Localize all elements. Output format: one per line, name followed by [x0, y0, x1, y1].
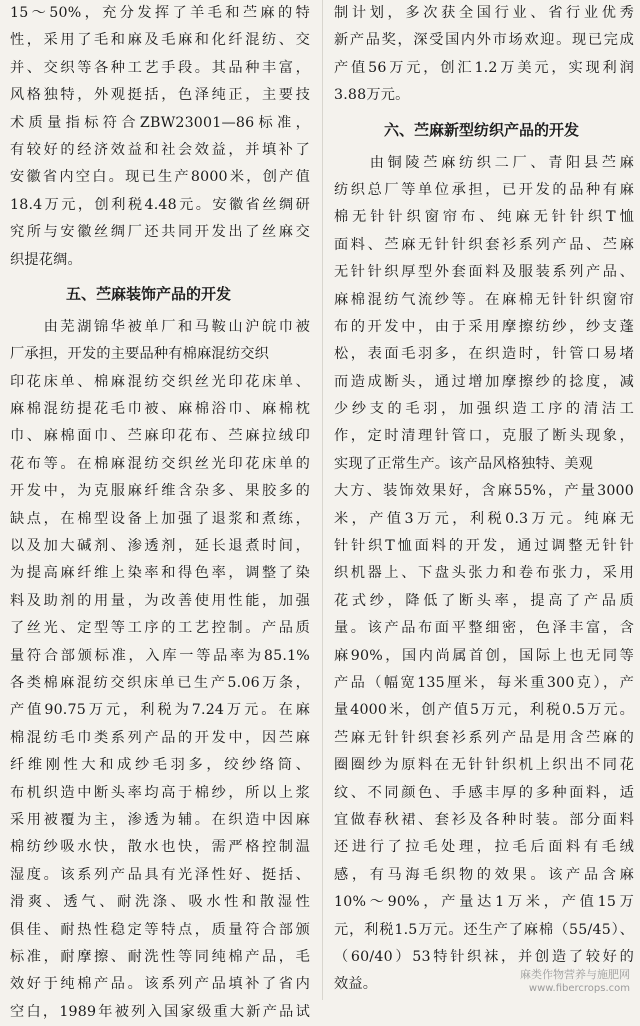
text-line: 而造成断头，通过增加摩擦纱的捻度，减	[334, 373, 634, 390]
left-text-column	[10, 0, 310, 1026]
text-line: 厂承担，开发的主要品种有棉麻混纺交织	[10, 346, 269, 363]
text-line: （60/40）53特针织袜，并创造了较好的	[334, 948, 634, 965]
watermark	[520, 968, 630, 996]
text-line: 术质量指标符合ZBW23001—86标准，	[10, 114, 310, 131]
text-line: 由芜湖锦华被单厂和马鞍山沪皖巾被	[10, 318, 310, 335]
text-line: 实现了正常生产。该产品风格独特、美观	[334, 455, 593, 472]
text-line: 印花床单、棉麻混纺交织丝光印花床单、	[10, 373, 310, 390]
text-line: 风格独特，外观挺括，色泽纯正，主要技	[10, 87, 310, 104]
text-line: 标准，耐摩擦、耐洗性等同纯棉产品，毛	[10, 948, 310, 965]
text-line: 安徽省内空白。现已生产8000米，创产值	[10, 169, 310, 186]
text-line: 由铜陵苎麻纺织二厂、青阳县苎麻	[334, 154, 634, 171]
text-line: 面料、苎麻无针针织套衫系列产品、苎麻	[334, 236, 634, 253]
text-line: 织提花绸。	[10, 251, 82, 268]
text-line: 采用被覆为主，渗透为辅。在织造中因麻	[10, 811, 310, 828]
text-line: 棉混纺毛巾类系列产品的开发中，因苎麻	[10, 729, 310, 746]
text-line: 效好于纯棉产品。该系列产品填补了省内	[10, 976, 310, 993]
text-line: 宜做春秋裙、套衫及各种时装。部分面料	[334, 811, 634, 828]
watermark-url: www.fibercrops.com	[528, 983, 630, 994]
text-line: 纺织总厂等单位承担，已开发的品种有麻	[334, 181, 634, 198]
watermark-title: 麻类作物营养与施肥网	[520, 968, 630, 981]
text-line: 巾、麻棉面巾、苎麻印花布、苎麻拉绒印	[10, 428, 310, 445]
text-line: 麻棉混纺提花毛巾被、麻棉浴巾、麻棉枕	[10, 401, 310, 418]
section-heading: 六、苎麻新型纺织产品的开发	[384, 120, 580, 139]
text-line: 湿度。该系列产品具有光泽性好、挺括、	[10, 866, 310, 883]
text-line: 缺点，在棉型设备上加强了退浆和煮练，	[10, 510, 310, 527]
text-line: 圈圈纱为原料在无针针织机上织出不同花	[334, 757, 634, 774]
text-line: 为提高麻纤维上染率和得色率，调整了染	[10, 565, 310, 582]
text-line: 料及助剂的用量，为改善使用性能，加强	[10, 592, 310, 609]
text-line: 俱佳、耐热性稳定等特点，质量符合部颁	[10, 921, 310, 938]
text-line: 10%～90%，产量达1万米，产值15万	[334, 894, 634, 911]
text-line: 量符合部颁标准，入库一等品率为85.1%	[10, 647, 310, 664]
section-heading: 五、苎麻装饰产品的开发	[66, 284, 232, 303]
text-line: 苎麻无针针织套衫系列产品是用含苎麻的	[334, 729, 634, 746]
text-line: 大方、装饰效果好，含麻55%，产量3000	[334, 483, 634, 500]
text-line: 布的开发中，由于采用摩擦纺纱，纱支蓬	[334, 318, 634, 335]
text-line: 3.88万元。	[334, 87, 410, 104]
text-line: 滑爽、透气、耐洗涤、吸水性和散湿性	[10, 894, 310, 911]
text-line: 无针针织厚型外套面料及服装系列产品、	[334, 264, 634, 281]
text-line: 感，有马海毛织物的效果。该产品含麻	[334, 866, 634, 883]
text-line: 量。该产品布面平整细密，色泽丰富，含	[334, 620, 634, 637]
text-line: 产值56万元，创汇1.2万美元，实现利润	[334, 59, 634, 76]
text-line: 棉无针针织窗帘布、纯麻无针针织T恤	[334, 209, 634, 226]
text-line: 了丝光、定型等工序的工艺控制。产品质	[10, 620, 310, 637]
text-line: 18.4万元，创利税4.48元。安徽省丝绸研	[10, 196, 310, 213]
text-line: 有较好的经济效益和社会效益，并填补了	[10, 141, 310, 158]
text-line: 产品（幅宽135厘米，每米重300克），产	[334, 674, 634, 691]
text-line: 开发中，为克服麻纤维含杂多、果胶多的	[10, 483, 310, 500]
text-line: 产值90.75万元，利税为7.24万元。在麻	[10, 702, 310, 719]
text-line: 花式纱，降低了断头率，提高了产品质	[334, 592, 634, 609]
text-line: 布机织造中断头率均高于棉纱，所以上浆	[10, 784, 310, 801]
right-text-column	[334, 0, 634, 999]
text-line: 性，采用了毛和麻及毛麻和化纤混纺、交	[10, 32, 310, 49]
text-line: 少纱支的毛羽，加强织造工序的清洁工	[334, 401, 634, 418]
text-line: 米，产值3万元，利税0.3万元。纯麻无	[334, 510, 634, 527]
text-line: 15～50%，充分发挥了羊毛和苎麻的特	[10, 5, 310, 21]
text-line: 制计划，多次获全国行业、省行业优秀	[334, 5, 634, 21]
text-line: 量4000米，创产值5万元，利税0.5万元。	[334, 702, 634, 719]
text-line: 麻90%，国内尚属首创，国际上也无同等	[334, 647, 634, 664]
text-line: 新产品奖，深受国内外市场欢迎。现已完成	[334, 32, 634, 49]
text-line: 究所与安徽丝绸厂还共同开发出了丝麻交	[10, 224, 310, 241]
text-line: 花布等。在棉麻混纺交织丝光印花床单的	[10, 455, 310, 472]
text-line: 针针织T恤面料的开发，通过调整无针针	[334, 538, 634, 555]
text-line: 织机器上、下盘头张力和卷布张力，采用	[334, 565, 634, 582]
text-line: 松，表面毛羽多，在织造时，针管口易堵	[334, 346, 634, 363]
text-line: 并、交织等各种工艺手段。其品种丰富，	[10, 59, 310, 76]
text-line: 以及加大碱剂、渗透剂，延长退煮时间，	[10, 538, 310, 555]
text-line: 纹、不同颜色、手感丰厚的多种面料，适	[334, 784, 634, 801]
text-line: 棉纺纱吸水快，散水也快，需严格控制温	[10, 839, 310, 856]
text-line: 纤维刚性大和成纱毛羽多，绞纱络筒、	[10, 757, 310, 774]
text-line: 作，定时清理针管口，克服了断头现象，	[334, 428, 634, 445]
text-line: 还进行了拉毛处理，拉毛后面料有毛绒	[334, 839, 634, 856]
text-line: 效益。	[334, 976, 378, 993]
text-line: 麻棉混纺气流纱等。在麻棉无针针织窗帘	[334, 291, 634, 308]
text-line: 元，利税1.5万元。还生产了麻棉（55/45）、	[334, 921, 634, 938]
column-divider	[322, 0, 323, 1000]
text-line: 空白，1989年被列入国家级重大新产品试	[10, 1003, 310, 1020]
text-line: 各类棉麻混纺交织床单已生产5.06万条，	[10, 674, 310, 691]
